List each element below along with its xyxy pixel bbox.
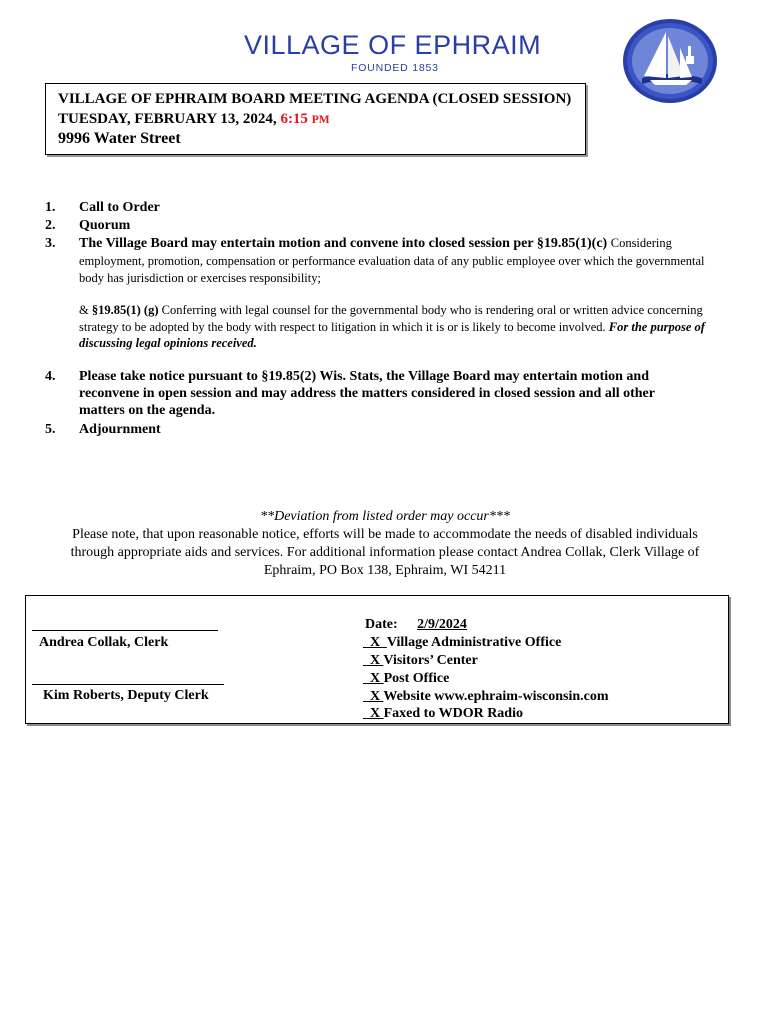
founded-year: FOUNDED 1853 [351,62,439,74]
date-value: 2/9/2024 [417,617,467,632]
posting-label: Post Office [383,671,450,686]
meeting-title-box [45,83,586,155]
clerk-signature-line [32,630,218,631]
posting-mark: X [363,671,384,686]
legal-counsel-purpose: For the purpose of discussing legal opinions received. [79,319,705,350]
date-label: Date: [365,617,398,632]
deputy-name: Kim Roberts, Deputy Clerk [43,688,209,703]
posting-location [363,635,561,651]
agenda-item-number: 5. [45,422,56,437]
agenda-item-closed-session [79,236,672,252]
posting-mark: X [363,706,384,721]
posting-location [363,689,609,705]
posting-mark: X [363,653,384,668]
posting-location [363,671,449,687]
legal-counsel-statute: §19.85(1) (g) [91,303,159,317]
meeting-date-time [58,111,330,128]
agenda-item-number: 2. [45,218,56,233]
agenda-item-open-session-line2: reconvene in open session and may address the matters considered in closed session and all other [79,386,655,401]
posting-location [363,653,478,669]
village-name: VILLAGE OF EPHRAIM [244,30,542,60]
posting-label: Visitors’ Center [383,653,478,668]
posting-mark: X [363,689,384,704]
agenda-item-call-to-order: Call to Order [79,200,160,215]
deviation-notice: **Deviation from listed order may occur*** [260,509,510,524]
agenda-item-closed-session-cont: Considering [610,236,672,250]
posting-label: Faxed to WDOR Radio [383,706,523,721]
agenda-item-adjournment: Adjournment [79,422,161,437]
agenda-item-number: 3. [45,236,56,251]
agenda-item-legal-counsel [79,302,719,352]
posting-location [363,706,523,722]
clerk-name: Andrea Collak, Clerk [39,635,169,650]
meeting-location: 9996 Water Street [58,130,181,147]
agenda-item-number: 1. [45,200,56,215]
agenda-item-open-session-line3: matters on the agenda. [79,403,216,418]
accessibility-notice-line1: Please note, that upon reasonable notice, efforts will be made to accommodate the needs of disabled individuals [72,527,698,542]
agenda-item-closed-session-heading: The Village Board may entertain motion and convene into closed session per §19.85(1)(c) [79,236,608,251]
agenda-item-quorum: Quorum [79,218,131,233]
legal-counsel-text: Conferring with legal counsel for the governmental body who is rendering oral or written advice concerning strategy to be adopted by the body with respect to litigation in which it is or is likely to become involved. [79,303,703,334]
meeting-title: VILLAGE OF EPHRAIM BOARD MEETING AGENDA (CLOSED SESSION) [58,91,572,107]
accessibility-notice-line3: Ephraim, PO Box 138, Ephraim, WI 54211 [263,563,507,578]
village-seal-logo [622,18,718,104]
posting-date [365,617,467,633]
posting-label: Website www.ephraim-wisconsin.com [383,689,609,704]
accessibility-notice-line2: through appropriate aids and services. For additional information please contact Andrea Collak, Clerk Village of [70,545,700,560]
meeting-time-ampm: PM [311,114,330,126]
agenda-item-number: 4. [45,369,56,384]
deputy-signature-line [32,684,224,685]
meeting-time: 6:15 [280,111,308,127]
agenda-item-open-session-line1: Please take notice pursuant to §19.85(2) Wis. Stats, the Village Board may entertain motion and [79,369,649,384]
legal-counsel-prefix: & [79,303,92,317]
agenda-item-closed-session-body: employment, promotion, compensation or performance evaluation data of any public employee over which the governmental body has jurisdiction or exercises responsibility; [79,254,705,285]
posting-label: Village Administrative Office [386,635,562,650]
meeting-date: TUESDAY, FEBRUARY 13, 2024, [58,111,277,127]
posting-mark: X [363,635,387,650]
signature-box [25,595,729,724]
